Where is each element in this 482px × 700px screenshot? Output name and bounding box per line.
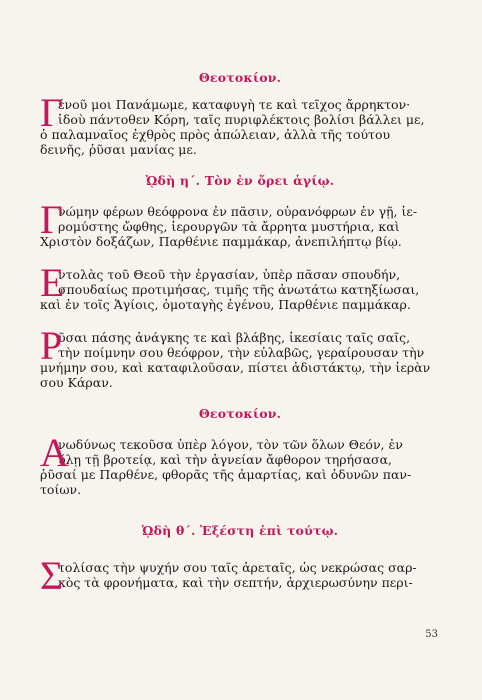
text-line: δεινῆς, ῥῦσαι μανίας με. [40, 142, 197, 157]
text-line: ένοῦ μοι Πανάμωμε, καταφυγὴ τε καὶ τεῖχος ἄρρηκτον· [58, 97, 411, 112]
stanza [40, 430, 440, 497]
text-line: μνήμην σου, καὶ καταφιλοῦσαν, πίστει ἀδιστάκτῳ, τὴν ἱερὰν [40, 360, 431, 375]
text-line: τοίων. [40, 482, 82, 497]
drop-cap: Σ [40, 553, 64, 598]
drop-cap: Ε [40, 260, 65, 305]
text-line: Χριστὸν δοξάζων, Παρθένιε παμμάκαρ, ἀνεπιλήπτῳ βίῳ. [40, 234, 402, 249]
text-line: τὴν ποίμνην σου θεόφρον, τὴν εὐλαβῶς, γεραίρουσαν τὴν [58, 345, 425, 360]
drop-cap: Ρ [40, 323, 63, 368]
page-number: 53 [425, 629, 438, 640]
text-line: ρομύστης ὤφθης, ἱερουργῶν τὰ ἄρρητα μυστήρια, καὶ [58, 219, 400, 234]
text-line: καὶ ἐν τοῖς Ἁγίοις, ὁμοταγὴς ἐγένου, Παρθένιε παμμάκαρ. [40, 297, 411, 312]
stanza [40, 260, 440, 312]
stanza [40, 553, 440, 598]
text-line: ῦσαι πάσης ἀνάγκης τε καὶ βλάβης, ἱκεσίαις ταῖς σαῖς, [58, 330, 411, 345]
stanza [40, 197, 440, 249]
drop-cap: Α [40, 430, 69, 475]
text-line: ἰδοὺ πάντοθεν Κόρη, ταῖς πυριφλέκτοις βολίσι βάλλει με, [58, 112, 425, 127]
section-heading: Θεοτοκίον. [198, 70, 282, 85]
stanza [40, 323, 440, 390]
stanza [40, 90, 440, 157]
drop-cap: Γ [40, 90, 64, 135]
text-line: σπουδαίως προτιμήσας, τιμῆς τῆς ἀνωτάτω κατηξίωσαι, [58, 282, 420, 297]
text-line: νωδύνως τεκοῦσα ὑπὲρ λόγον, τὸν τῶν ὅλων Θεόν, ἐν [58, 437, 403, 452]
ode-heading: ᾨδὴ η΄. Τὸν ἐν ὄρει ἁγίῳ. [145, 173, 335, 188]
text-line: ὕλῃ τῇ βροτείᾳ, καὶ τὴν ἁγνείαν ἄφθορον τηρήσασα, [58, 452, 393, 467]
text-line: ὁ παλαμναῖος ἐχθρὸς πρὸς ἀπώλειαν, ἀλλὰ τῆς τούτου [40, 127, 391, 142]
text-line: νώμην φέρων θεόφρονα ἐν πᾶσιν, οὐρανόφρων ἐν γῇ, ἱε- [58, 204, 418, 219]
drop-cap: Γ [40, 197, 64, 242]
text-line: κὸς τὰ φρονήματα, καὶ τὴν σεπτήν, ἀρχιερωσύνην περι- [58, 575, 413, 590]
text-line: ντολὰς τοῦ Θεοῦ τὴν ἐργασίαν, ὑπὲρ πᾶσαν σπουδήν, [58, 267, 401, 282]
text-line: τολίσας τὴν ψυχήν σου ταῖς ἀρεταῖς, ὡς νεκρώσας σαρ- [58, 560, 417, 575]
text-line: σου Κάραν. [40, 375, 113, 390]
section-heading: Θεοτοκίον. [198, 406, 282, 421]
ode-heading: ᾨδὴ θ΄. Ἐξέστη ἐπὶ τούτῳ. [141, 523, 339, 538]
text-line: ῥῦσαί με Παρθένε, φθορᾶς τῆς ἁμαρτίας, καὶ ὀδυνῶν παν- [40, 467, 412, 482]
page-content [40, 70, 440, 604]
